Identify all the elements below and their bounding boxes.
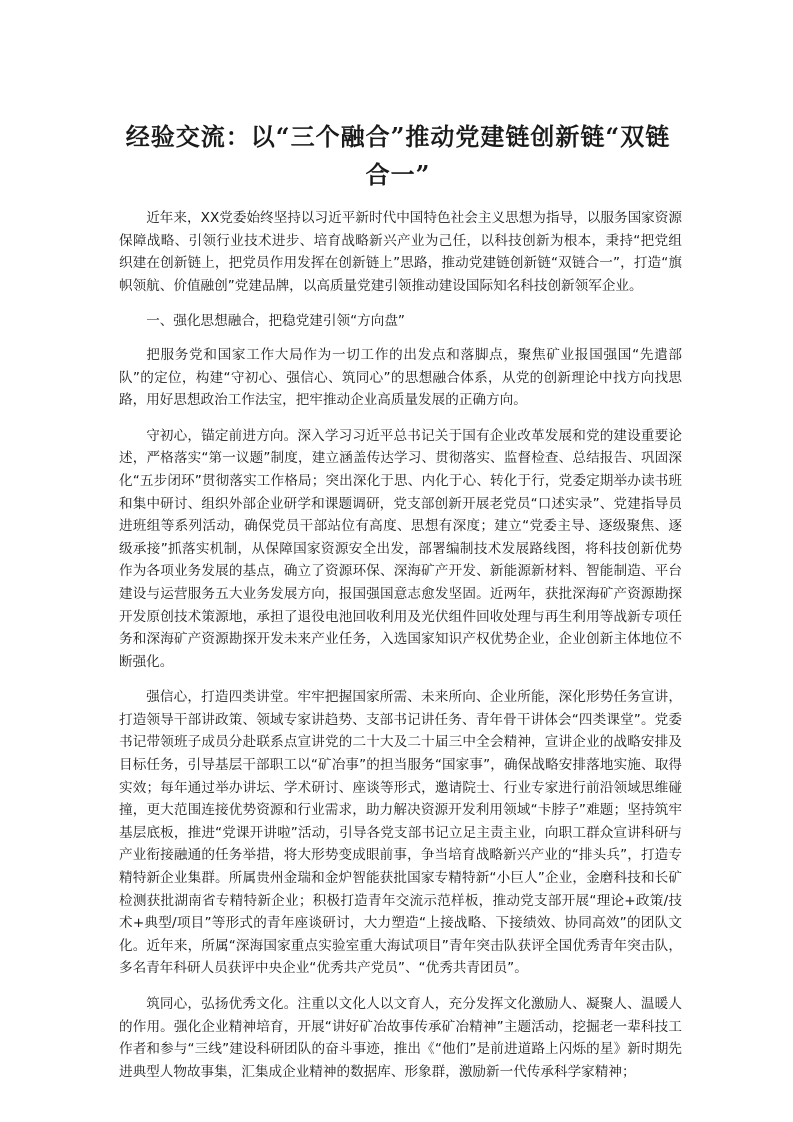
body-paragraph: 强信心，打造四类讲堂。牢牢把握国家所需、未来所向、企业所能，深化形势任务宣讲，打造领导干部讲政策、领域专家讲趋势、支部书记讲任务、青年骨干讲体会“四类课堂”。党委书记带领班子成员分赴联系点宣讲党的二十大及二十届三中全会精神，宣讲企业的战略安排及目标任务，引导基层干部职工以“矿冶事”的担当服务“国家事”，确保战略安排落地实施、取得实效；每年通过举办讲坛、学术研讨、座谈等形式，邀请院士、行业专家进行前沿领域思维碰撞，更大范围连接优势资源和行业需求，助力解决资源开发利用领域“卡脖子”难题；坚持筑牢基层底板，推进“党课开讲啦”活动，引导各党支部书记立足主责主业，向职工群众宣讲科研与产业衔接融通的任务举措，将大形势变成眼前事，争当培育战略新兴产业的“排头兵”，打造专精特新企业集群。所属贵州金瑞和金炉智能获批国家专精特新“小巨人”企业，金磨科技和长矿检测获批湖南省专精特新企业；积极打造青年交流示范样板，推动党支部开展“理论+政策/技术+典型/项目”等形式的青年座谈研讨，大力塑造“上接战略、下接绩效、协同高效”的团队文化。近年来，所属“深海国家重点实验室重大海试项目”青年突击队获评全国优秀青年突击队，多名青年科研人员获评中央企业“优秀共产党员”、“优秀共青团员”。 bbox=[119, 689, 682, 977]
section-heading: 一、强化思想融合，把稳党建引领“方向盘” bbox=[146, 313, 405, 330]
intro-paragraph: 近年来，XX党委始终坚持以习近平新时代中国特色社会主义思想为指导，以服务国家资源保障战略、引领行业技术进步、培育战略新兴产业为己任，以科技创新为根本，秉持“把党组织建在创新链上，把党员作用发挥在创新链上”思路，推动党建链创新链“双链合一”，打造“旗帜领航、价值融创”党建品牌，以高质量党建引领推动建设国际知名科技创新领军企业。 bbox=[119, 210, 682, 294]
section-overview-paragraph: 把服务党和国家工作大局作为一切工作的出发点和落脚点，聚焦矿业报国强国“先遣部队”的定位，构建“守初心、强信心、筑同心”的思想融合体系，从党的创新理论中找方向找思路，用好思想政治工作法宝，把牢推动企业高质量发展的正确方向。 bbox=[119, 346, 682, 409]
body-paragraph: 筑同心，弘扬优秀文化。注重以文化人以文育人，充分发挥文化激励人、凝聚人、温暖人的作用。强化企业精神培育，开展“讲好矿冶故事传承矿冶精神”主题活动，挖掘老一辈科技工作者和参与“三线”建设科研团队的奋斗事迹，推出《“他们”是前进道路上闪烁的星》新时期先进典型人物故事集，汇集成企业精神的数据库、形象群，激励新一代传承科学家精神； bbox=[119, 996, 682, 1080]
document-body bbox=[119, 207, 682, 1096]
body-paragraph: 守初心，锚定前进方向。深入学习习近平总书记关于国有企业改革发展和党的建设重要论述，严格落实“第一议题”制度，建立涵盖传达学习、贯彻落实、监督检查、总结报告、巩固深化“五步闭环”贯彻落实工作格局；突出深化于思、内化于心、转化于行，党委定期举办读书班和集中研讨、组织外部企业研学和课题调研，党支部创新开展老党员“口述实录”、党建指导员进班组等系列活动，确保党员干部站位有高度、思想有深度；建立“党委主导、逐级聚焦、逐级承接”抓落实机制，从保障国家资源安全出发，部署编制技术发展路线图，将科技创新优势作为各项业务发展的基点，确立了资源环保、深海矿产开发、新能源新材料、智能制造、平台建设与运营服务五大业务发展方向，报国强国意志愈发坚固。近两年，获批深海矿产资源勘探开发原创技术策源地，承担了退役电池回收利用及光伏组件回收处理与再生利用等战新专项任务和深海矿产资源勘探开发未来产业任务，入选国家知识产权优势企业，企业创新主体地位不断强化。 bbox=[119, 427, 682, 670]
document-title: 经验交流：以“三个融合”推动党建链创新链“双链合一” bbox=[125, 122, 671, 189]
